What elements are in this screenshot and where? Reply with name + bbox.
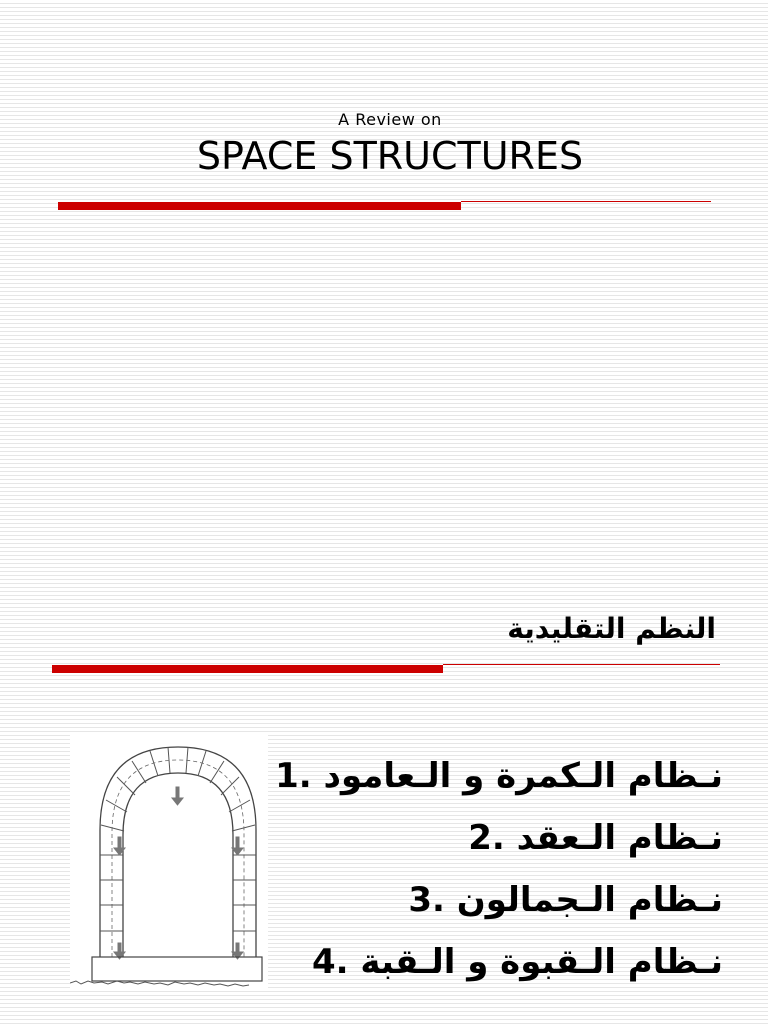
list-item [253,936,723,998]
section-divider [52,664,720,673]
list-item [253,874,723,936]
structural-systems-list [253,750,723,998]
slide-title: SPACE STRUCTURES [196,134,584,178]
title-divider [58,201,711,210]
list-item-text: نـظام الـعقد [516,818,723,858]
divider-thin-segment [461,201,711,202]
list-item-number: 1. [275,756,312,796]
list-item-number: 4. [311,942,349,982]
list-item-text: نـظام الـكمرة و الـعامود [323,756,723,796]
divider-thin-segment [443,664,720,665]
stone-arch-illustration [70,735,268,989]
list-item-text: نـظام الـقبوة و الـقبة [360,942,723,982]
stone-arch-sketch-icon [70,735,268,989]
list-item [253,812,723,874]
divider-thick-segment [52,665,443,673]
list-item-number: 2. [468,818,505,858]
slide-subtitle: A Review on [338,110,442,129]
list-item-text: نـظام الـجمالون [456,880,723,920]
list-item [253,750,723,812]
list-item-number: 3. [408,880,445,920]
section-heading: النظم التقليدية [507,612,716,645]
divider-thick-segment [58,202,461,210]
